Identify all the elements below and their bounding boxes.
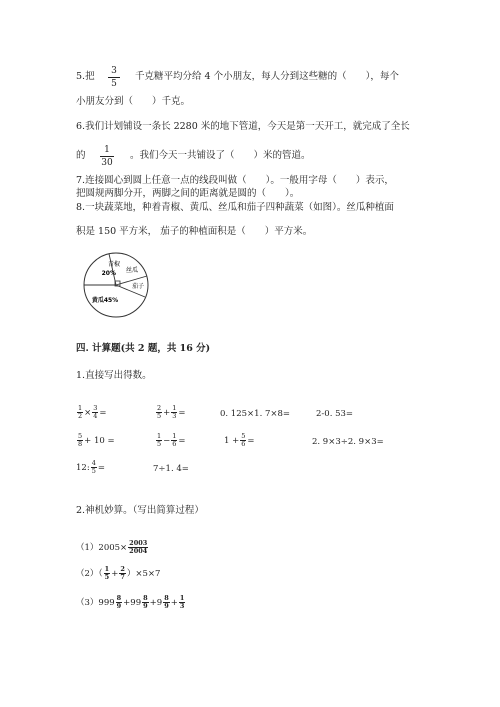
c1-r2a: $\frac{5}{8}$ + 10 = xyxy=(78,432,115,448)
q6-frac-den: 30 xyxy=(101,158,113,168)
pie-label-1: 青椒 xyxy=(107,261,121,268)
q6-prefix: 的 xyxy=(76,150,86,161)
pie-label-3: 丝瓜 xyxy=(125,267,139,274)
section-title: 四. 计算题(共 2 题，共 16 分) xyxy=(76,343,211,354)
q6-fraction xyxy=(100,145,114,168)
c1-r2c: 1 + $\frac{5}{6}$ = xyxy=(224,432,255,448)
q5-fraction xyxy=(108,66,120,89)
c2-line3: （3）999 $\frac{8}{9}$ +99 $\frac{8}{9}$ +9 $\frac{8}{9}$ + $\frac{1}{3}$ xyxy=(76,594,185,610)
q8-line1: 8.一块蔬菜地，种着青椒、黄瓜、丝瓜和茄子四种蔬菜（如图）。丝瓜种植面 xyxy=(76,202,394,213)
c2-title: 2.神机妙算。（写出简算过程） xyxy=(76,505,204,516)
c1-r1d: 2-0. 53= xyxy=(316,409,354,419)
c1-r3a: 12: $\frac{4}{5}$ = xyxy=(76,459,105,475)
q5-text1: 千克糖平均分给 4 个小朋友，每人分到这些糖的（ ），每个 xyxy=(135,71,399,82)
q5-text2: 小朋友分到（ ）千克。 xyxy=(76,96,191,107)
q8-line2: 积是 150 平方米， 茄子的种植面积是（ ）平方米。 xyxy=(76,226,313,237)
c1-r3b: 7÷1. 4= xyxy=(153,464,189,474)
c1-title: 1.直接写出得数。 xyxy=(76,370,152,381)
q5-frac-den: 5 xyxy=(111,79,117,89)
q6-text2: 。我们今天一共铺设了（ ）米的管道。 xyxy=(130,150,311,161)
q6-frac-num: 1 xyxy=(104,145,110,155)
c1-r1c: 0. 125×1. 7×8= xyxy=(220,409,291,419)
q7-line1: 7.连接圆心到圆上任意一点的线段叫做（ ）。一般用字母（ ）表示， xyxy=(76,175,394,186)
q7-line2: 把圆规两脚分开，两脚之间的距离就是圆的（ ）。 xyxy=(76,188,300,199)
q5-frac-num: 3 xyxy=(111,66,117,76)
c2-line1: （1）2005× $\frac{2003}{2004}$ xyxy=(76,539,148,555)
q5-prefix: 5.把 xyxy=(76,71,95,82)
c1-r2d: 2. 9×3÷2. 9×3= xyxy=(312,437,384,447)
q6-line1: 6.我们计划铺设一条长 2280 米的地下管道，今天是第一天开工，就完成了全长 xyxy=(76,121,410,132)
c2-line2: （2）（ $\frac{1}{5}$ + $\frac{2}{7}$ ）×5×7 xyxy=(76,565,161,581)
c1-r1a: $\frac{1}{2}$ × $\frac{3}{4}$ = xyxy=(78,404,107,420)
pie-label-4: 黄瓜45% xyxy=(91,297,119,304)
pie-pct-1: 20% xyxy=(101,270,116,277)
c1-r2b: $\frac{1}{5}$ − $\frac{1}{6}$ = xyxy=(157,432,186,448)
pie-label-2: 茄子 xyxy=(131,283,145,290)
c1-r1b: $\frac{2}{5}$ + $\frac{1}{3}$ = xyxy=(157,404,186,420)
vegetable-pie-chart xyxy=(74,250,164,320)
